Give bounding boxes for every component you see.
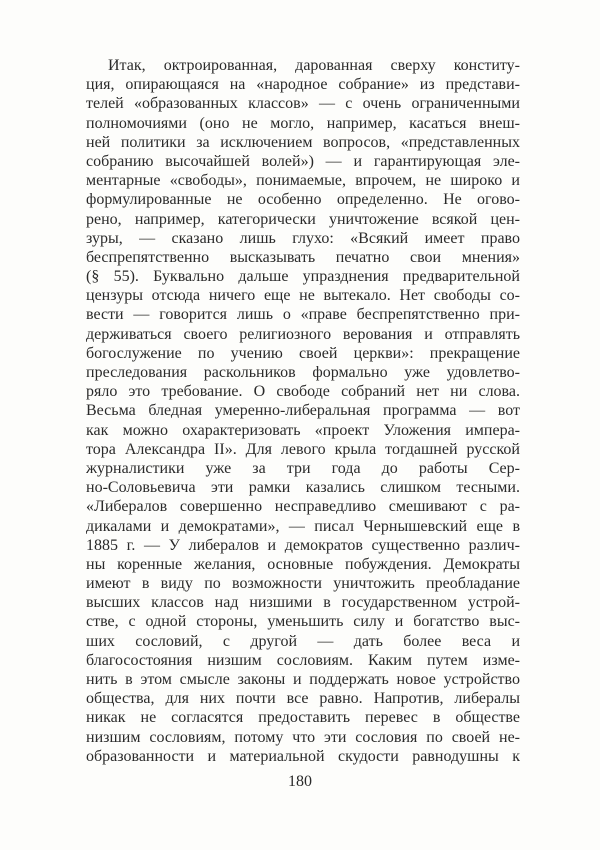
text-line-content: «Либералов совершенно несправедливо смешивают с ра- — [86, 498, 520, 516]
text-line — [86, 171, 520, 190]
text-line — [86, 325, 520, 344]
text-line-content: цензуры отсюда ничего еще не вытекало. Нет свободы со- — [86, 287, 520, 305]
text-line-content: ших сословий, с другой — дать более веса и — [86, 632, 520, 650]
text-line — [86, 593, 520, 612]
text-line — [86, 401, 520, 420]
text-line — [86, 651, 520, 670]
text-line-content: имеют в виду по возможности уничтожить преобладание — [86, 575, 520, 593]
text-line-content: собранию высочайшей волей») — и гарантирующая эле- — [86, 152, 520, 170]
text-line-content: но-Соловьевича эти рамки казались слишком тесными. — [86, 479, 520, 497]
text-line — [86, 497, 520, 516]
text-line — [86, 555, 520, 574]
text-line — [86, 708, 520, 727]
text-line — [86, 94, 520, 113]
body-text — [86, 56, 520, 766]
text-line-content: богослужение по учению своей церкви»: прекращение — [86, 344, 520, 362]
text-line-content: как можно охарактеризовать «проект Уложения импера- — [86, 421, 520, 439]
text-line-content: низшим сословиям, потому что эти сословия по своей не- — [86, 728, 520, 746]
text-line-content: благосостояния низшим сословиям. Каким путем изме- — [86, 651, 520, 669]
text-line — [86, 210, 520, 229]
text-line-content: Весьма бледная умеренно-либеральная программа — вот — [86, 402, 520, 420]
text-line-content: телей «образованных классов» — с очень ограниченными — [86, 95, 520, 113]
text-line-content: ны коренные желания, основные побуждения. Демократы — [86, 555, 520, 573]
text-line-content: 1885 г. — У либералов и демократов существенно различ- — [86, 536, 520, 554]
text-line — [86, 382, 520, 401]
text-line-content: преследования раскольников формально уже удовлетво- — [86, 364, 520, 381]
text-line-content: вести — говорится лишь о «праве беспрепятственно при- — [86, 306, 520, 324]
text-line — [86, 190, 520, 209]
text-line — [86, 747, 520, 766]
page-number: 180 — [288, 773, 312, 790]
text-line-content: ция, опирающаяся на «народное собрание» из представи- — [86, 76, 520, 94]
text-line — [86, 478, 520, 497]
text-line — [86, 670, 520, 689]
text-line — [86, 728, 520, 747]
text-line-content: формулированные не особенно определенно. Не огово- — [86, 191, 520, 209]
text-line — [86, 344, 520, 363]
text-line-content: тора Александра II». Для левого крыла тогдашней русской — [86, 440, 520, 458]
text-line — [86, 133, 520, 152]
text-line-content: Итак, октроированная, дарованная сверху конститу- — [108, 57, 520, 74]
text-line — [86, 536, 520, 555]
text-line — [86, 632, 520, 651]
text-line — [86, 114, 520, 133]
text-line-content: образованности и материальной скудости равнодушны к — [86, 747, 520, 765]
text-line — [86, 612, 520, 631]
text-line-content: полномочиями (оно не могло, например, касаться внеш- — [86, 114, 520, 132]
text-line — [86, 440, 520, 459]
text-line-content: никак не согласятся предоставить перевес в обществе — [86, 709, 520, 727]
text-line — [86, 459, 520, 478]
text-line — [86, 421, 520, 440]
text-line-content: дикалами и демократами», — писал Чернышевский еще в — [86, 517, 520, 535]
text-line — [86, 267, 520, 286]
text-line — [86, 248, 520, 267]
text-line-content: высших классов над низшими в государственном устрой- — [86, 594, 520, 612]
text-line — [86, 152, 520, 171]
text-line — [86, 305, 520, 324]
text-line-content: общества, для них почти все равно. Напротив, либералы — [86, 690, 520, 708]
text-line — [86, 286, 520, 305]
text-line-content: (§ 55). Буквально дальше упразднения предварительной — [86, 268, 520, 286]
text-line-content: держиваться своего религиозного верования и отправлять — [86, 325, 520, 343]
text-line — [86, 689, 520, 708]
text-line — [86, 229, 520, 248]
text-line-content: нить в этом смысле законы и поддержать новое устройство — [86, 671, 520, 688]
text-line-content: зуры, — сказано лишь глухо: «Всякий имеет право — [86, 229, 520, 247]
text-line-content: ней политики за исключением вопросов, «представленных — [86, 133, 520, 151]
text-line-content: ряло это требование. О свободе собраний нет ни слова. — [86, 383, 520, 401]
text-line-content: ментарные «свободы», понимаемые, впрочем, не широко и — [86, 172, 520, 190]
text-line — [86, 75, 520, 94]
text-line — [86, 574, 520, 593]
text-line-content: стве, с одной стороны, уменьшить силу и богатство выс- — [86, 613, 520, 631]
text-line-content: беспрепятственно высказывать печатно свои мнения» — [86, 248, 520, 266]
text-line — [86, 363, 520, 382]
text-line — [86, 56, 520, 75]
text-line-content: рено, например, категорически уничтожение всякой цен- — [86, 210, 520, 228]
text-line-content: журналистики уже за три года до работы Сер- — [86, 459, 520, 477]
text-line — [86, 517, 520, 536]
